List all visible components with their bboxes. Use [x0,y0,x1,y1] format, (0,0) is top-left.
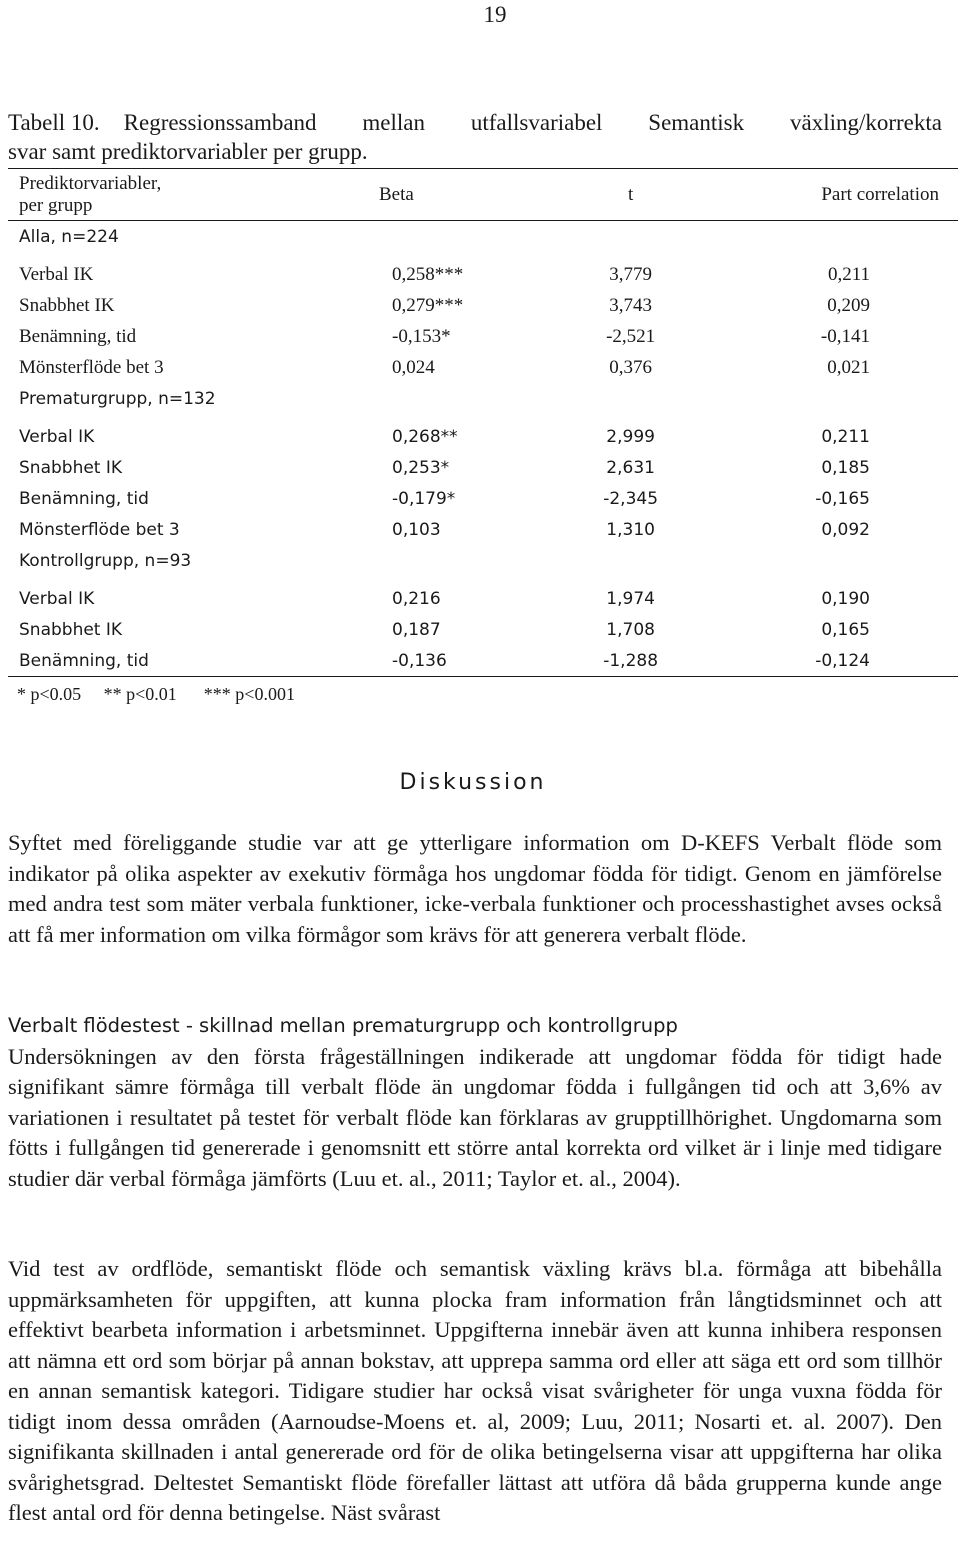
group-title: Alla, n=224 [19,227,119,247]
cell-predictor: Mönsterflöde bet 3 [19,519,180,540]
table-row [8,352,958,383]
cell-part-correlation: 0,165 [821,619,870,640]
caption-number: Tabell 10. [8,110,100,135]
cell-t: 1,708 [606,619,655,640]
paragraph-1: Syftet med föreliggande studie var att ge ytterligare information om D-KEFS Verbalt flöde som indikator på olika aspekter av exekutiv förmåga hos ungdomar födda för tidigt. Genom en jämförelse med andra test som mäter verbala funktioner, icke-verbala funktioner och processhastighet avses också att få mer information om vilka förmågor som krävs för att generera verbalt flöde. [8,830,942,947]
table-caption [8,108,942,166]
header-predictor: Prediktorvariabler, per grupp [19,172,162,216]
paragraph-3: Vid test av ordflöde, semantiskt flöde och semantisk växling krävs bl.a. förmåga att bibehålla uppmärksamheten för uppgiften, att kunna plocka fram information från långtidsminnet och att effektivt bearbeta information i arbetsminnet. Uppgifterna innebär även att kunna inhibera responsen att nämna ett ord som börjar på annan bokstav, att upprepa samma ord eller att säga ett ord som tillhör en annan semantisk kategori. Tidigare studier har också visat svårigheter för unga vuxna födda för tidigt inom dessa områden (Aarnoudse-Moens et. al, 2009; Luu, 2011; Nosarti et. al. 2007). Den signifikanta skillnaden i antal genererade ord för de olika betingelserna visar att uppgifterna har olika svårighetsgrad. Deltestet Semantiskt flöde förefaller lättast att utföra då båda grupperna kunde ange flest antal ord för denna betingelse. Näst svårast [8,1256,942,1525]
cell-predictor: Snabbhet IK [19,619,123,640]
cell-beta: 0,103 [392,519,441,540]
caption-line-1 [8,108,942,137]
cell-part-correlation: -0,124 [683,645,958,677]
cell-predictor: Snabbhet IK [19,294,115,316]
cell-beta: -0,179* [392,488,456,509]
paragraph-2-text: Undersökningen av den första frågeställningen indikerade att ungdomar födda för tidigt hade signifikant sämre förmåga till verbalt flöde än ungdomar födda i fullgången tid och att 3,6% av variationen i resultatet på testet för verbalt flöde kan förklaras av grupptillhörighet. Ungdomarna som fötts i fullgången tid genererade i genomsnitt ett större antal korrekta ord vilket är i linje med tidigare studier där verbal förmåga jämförts (Luu et. al., 2011; Taylor et. al., 2004). [8,1043,942,1191]
table-row [8,645,958,677]
table-row [8,514,958,545]
cell-predictor: Verbal IK [19,426,95,447]
subsection-heading: Verbalt flödestest - skillnad mellan prematurgrupp och kontrollgrupp [8,1014,678,1037]
page-number: 19 [483,2,507,27]
cell-predictor: Benämning, tid [19,488,149,509]
cell-predictor: Mönsterflöde bet 3 [19,356,164,378]
cell-beta: -0,136 [339,645,578,677]
table-row [8,421,958,452]
cell-part-correlation: 0,190 [821,588,870,609]
caption-text-line-1: Regressionssamband mellan utfallsvariabel Semantisk växling/korrekta [123,110,942,135]
group-prematur [8,383,958,545]
cell-predictor: Benämning, tid [19,325,137,347]
cell-t: -1,288 [578,645,683,677]
header-beta: Beta [379,183,414,205]
section-heading: Diskussion [399,770,547,795]
cell-part-correlation: -0,141 [820,325,870,347]
cell-beta: 0,268** [392,426,458,447]
cell-t: 3,779 [609,263,653,285]
table-row [8,452,958,483]
caption-text-line-2: svar samt prediktorvariabler per grupp. [8,139,368,164]
table-row [8,259,958,290]
cell-t: 0,376 [609,356,653,378]
cell-beta: 0,187 [392,619,441,640]
cell-beta: 0,216 [392,588,441,609]
cell-predictor: Benämning, tid [8,645,339,677]
cell-t: -2,345 [603,488,659,509]
cell-t: 3,743 [609,294,653,316]
group-title: Kontrollgrupp, n=93 [19,551,192,571]
cell-part-correlation: -0,165 [815,488,870,509]
table-row [8,483,958,514]
paragraph-2 [8,1011,942,1194]
cell-part-correlation: 0,209 [827,294,870,316]
table-row [8,321,958,352]
group-title: Prematurgrupp, n=132 [19,389,216,409]
cell-t: 1,310 [606,519,655,540]
table-row [8,583,958,614]
regression-table [8,168,958,677]
cell-part-correlation: 0,021 [827,356,870,378]
cell-beta: -0,153* [392,325,451,347]
table-footnote: * p<0.05 ** p<0.01 *** p<0.001 [17,684,295,704]
cell-part-correlation: 0,185 [821,457,870,478]
group-alla [8,221,958,384]
cell-part-correlation: 0,211 [827,263,870,285]
cell-part-correlation: 0,092 [821,519,870,540]
cell-t: -2,521 [606,325,656,347]
table-header-row [8,169,958,221]
cell-beta: 0,253* [392,457,450,478]
header-t: t [628,183,634,205]
cell-beta: 0,024 [392,356,435,378]
cell-t: 2,999 [606,426,655,447]
cell-t: 2,631 [606,457,655,478]
table-row [8,614,958,645]
cell-predictor: Verbal IK [19,263,94,285]
cell-predictor: Snabbhet IK [19,457,123,478]
header-part-correlation: Part correlation [821,183,939,205]
cell-part-correlation: 0,211 [821,426,870,447]
group-kontroll [8,545,958,677]
cell-predictor: Verbal IK [19,588,95,609]
cell-beta: 0,279*** [392,294,464,316]
cell-t: 1,974 [606,588,655,609]
table-row [8,290,958,321]
cell-beta: 0,258*** [392,263,464,285]
